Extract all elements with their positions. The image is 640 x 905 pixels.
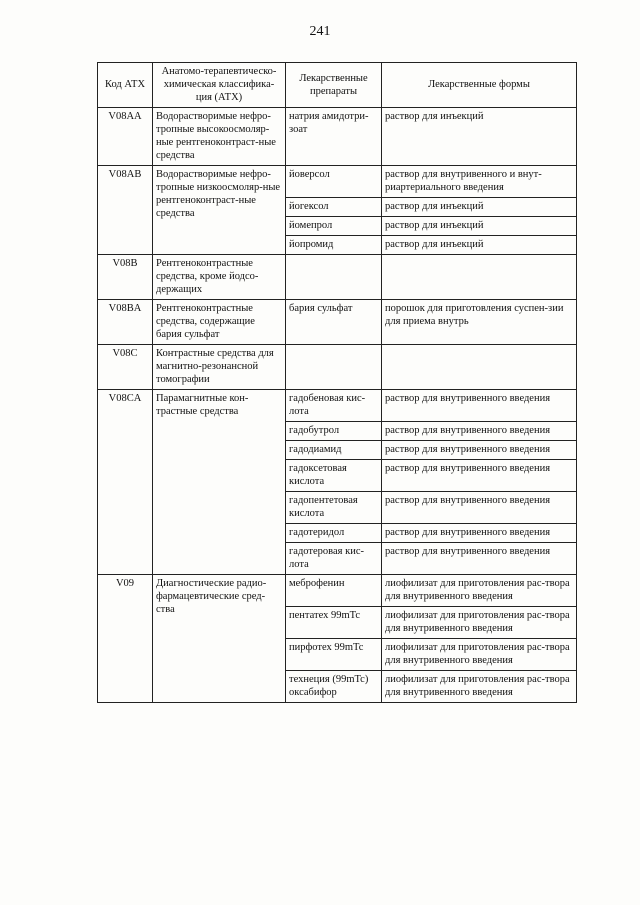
drug-cell: технеция (99mTc) оксабифор xyxy=(286,671,382,703)
dosage-form-cell xyxy=(382,255,577,300)
table-body xyxy=(98,108,577,703)
atx-classification-cell: Водорастворимые нефро-тропные высокоосмоляр-ные рентгеноконтраст-ные средства xyxy=(153,108,286,166)
dosage-form-cell: порошок для приготовления суспен-зии для приема внутрь xyxy=(382,300,577,345)
dosage-form-cell: раствор для внутривенного введения xyxy=(382,441,577,460)
drug-cell: йогексол xyxy=(286,198,382,217)
table-row xyxy=(98,390,577,422)
table-row xyxy=(98,108,577,166)
atx-code-cell: V09 xyxy=(98,575,153,703)
atx-code-cell: V08BA xyxy=(98,300,153,345)
header-forms: Лекарственные формы xyxy=(382,63,577,108)
table-row xyxy=(98,166,577,198)
atx-classification-cell: Контрастные средства для магнитно-резонансной томографии xyxy=(153,345,286,390)
dosage-form-cell: лиофилизат для приготовления рас-твора для внутривенного введения xyxy=(382,575,577,607)
atx-classification-cell: Рентгеноконтрастные средства, кроме йодсо-держащих xyxy=(153,255,286,300)
dosage-form-cell: лиофилизат для приготовления рас-твора для внутривенного введения xyxy=(382,639,577,671)
dosage-form-cell: раствор для инъекций xyxy=(382,198,577,217)
dosage-form-cell: раствор для инъекций xyxy=(382,236,577,255)
drug-cell xyxy=(286,345,382,390)
atx-code-cell: V08AA xyxy=(98,108,153,166)
drug-cell: натрия амидотри-зоат xyxy=(286,108,382,166)
table-row xyxy=(98,255,577,300)
table-header xyxy=(98,63,577,108)
table-row xyxy=(98,345,577,390)
dosage-form-cell: раствор для внутривенного введения xyxy=(382,543,577,575)
atx-table xyxy=(97,62,577,703)
drug-cell: гадопентетовая кислота xyxy=(286,492,382,524)
atx-classification-cell: Водорастворимые нефро-тропные низкоосмоляр-ные рентгеноконтраст-ные средства xyxy=(153,166,286,255)
dosage-form-cell: раствор для внутривенного введения xyxy=(382,460,577,492)
dosage-form-cell: лиофилизат для приготовления рас-твора для внутривенного введения xyxy=(382,607,577,639)
drug-cell: гадобутрол xyxy=(286,422,382,441)
dosage-form-cell: раствор для инъекций xyxy=(382,217,577,236)
drug-cell: йомепрол xyxy=(286,217,382,236)
header-drugs: Лекарственные препараты xyxy=(286,63,382,108)
drug-cell: гадотеровая кис-лота xyxy=(286,543,382,575)
drug-cell: бария сульфат xyxy=(286,300,382,345)
atx-classification-cell: Диагностические радио-фармацевтические сред-ства xyxy=(153,575,286,703)
header-classification: Анатомо-терапевтическо-химическая классифика-ция (АТХ) xyxy=(153,63,286,108)
drug-cell: меброфенин xyxy=(286,575,382,607)
atx-classification-cell: Парамагнитные кон-трастные средства xyxy=(153,390,286,575)
dosage-form-cell: раствор для инъекций xyxy=(382,108,577,166)
table-row xyxy=(98,575,577,607)
dosage-form-cell: лиофилизат для приготовления рас-твора для внутривенного введения xyxy=(382,671,577,703)
dosage-form-cell xyxy=(382,345,577,390)
drug-cell: гадоксетовая кислота xyxy=(286,460,382,492)
atx-classification-cell: Рентгеноконтрастные средства, содержащие бария сульфат xyxy=(153,300,286,345)
drug-cell: пентатех 99mTc xyxy=(286,607,382,639)
dosage-form-cell: раствор для внутривенного введения xyxy=(382,524,577,543)
dosage-form-cell: раствор для внутривенного введения xyxy=(382,422,577,441)
drug-cell: гадобеновая кис-лота xyxy=(286,390,382,422)
table-row xyxy=(98,300,577,345)
dosage-form-cell: раствор для внутривенного введения xyxy=(382,390,577,422)
drug-cell: гадотеридол xyxy=(286,524,382,543)
drug-cell: пирфотех 99mTc xyxy=(286,639,382,671)
drug-cell: гадодиамид xyxy=(286,441,382,460)
page-number: 241 xyxy=(309,24,331,39)
atx-code-cell: V08CA xyxy=(98,390,153,575)
drug-cell: йоверсол xyxy=(286,166,382,198)
header-code: Код АТХ xyxy=(98,63,153,108)
header-row xyxy=(98,63,577,108)
dosage-form-cell: раствор для внутривенного введения xyxy=(382,492,577,524)
atx-code-cell: V08C xyxy=(98,345,153,390)
drug-cell xyxy=(286,255,382,300)
dosage-form-cell: раствор для внутривенного и внут-риартериального введения xyxy=(382,166,577,198)
drug-cell: йопромид xyxy=(286,236,382,255)
atx-code-cell: V08AB xyxy=(98,166,153,255)
atx-code-cell: V08B xyxy=(98,255,153,300)
